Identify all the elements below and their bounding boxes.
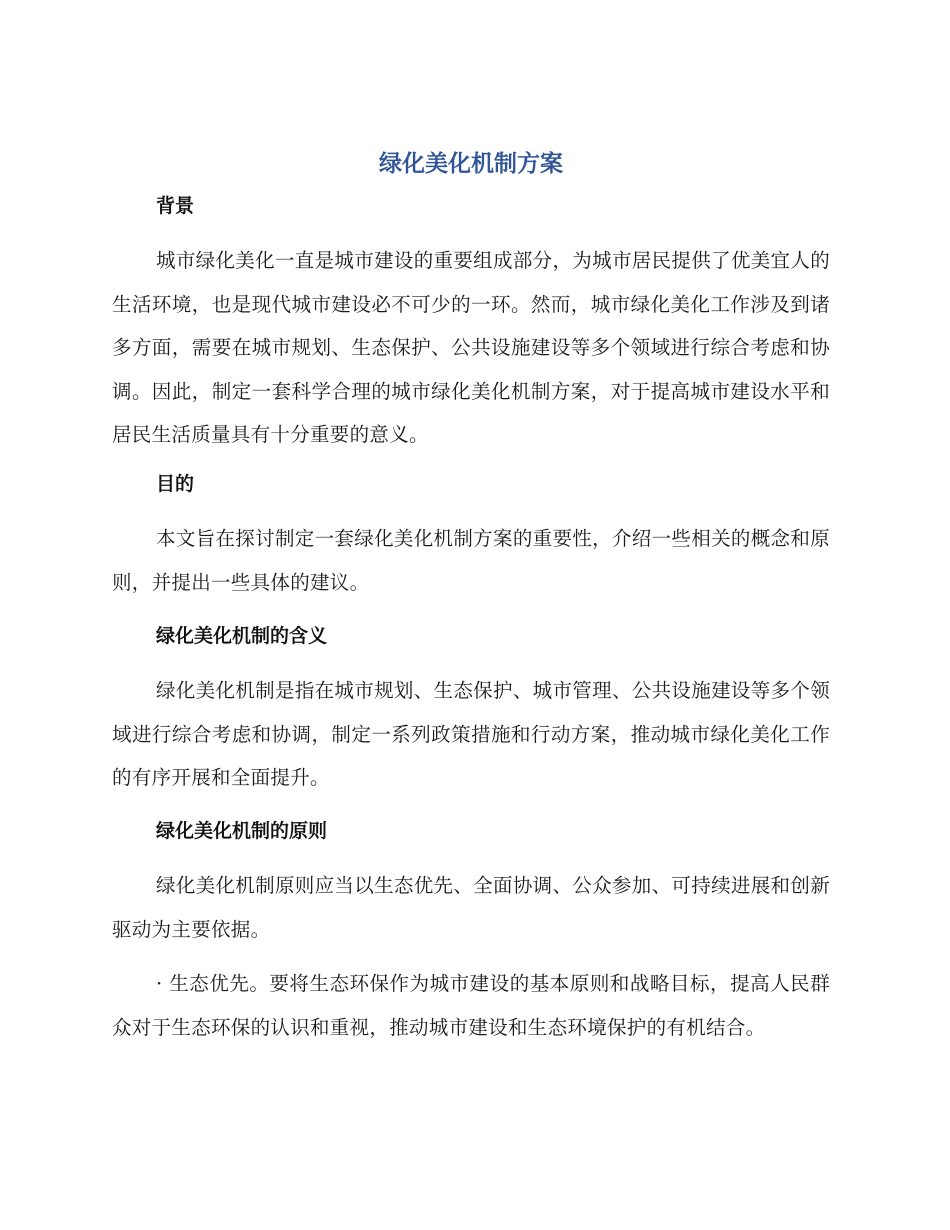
document-page — [112, 0, 830, 1230]
section-paragraph-principles: 绿化美化机制原则应当以生态优先、全面协调、公众参加、可持续进展和创新驱动为主要依据。 — [112, 874, 830, 941]
section-paragraph-background: 城市绿化美化一直是城市建设的重要组成部分，为城市居民提供了优美宜人的生活环境，也是现代城市建设必不可少的一环。然而，城市绿化美化工作涉及到诸多方面，需要在城市规划、生态保护、公共设施建设等多个领域进行综合考虑和协调。因此，制定一套科学合理的城市绿化美化机制方案，对于提高城市建设水平和居民生活质量具有十分重要的意义。 — [112, 249, 830, 446]
section-heading-meaning: 绿化美化机制的含义 — [156, 625, 328, 647]
document-title: 绿化美化机制方案 — [379, 151, 563, 177]
section-paragraph-meaning: 绿化美化机制是指在城市规划、生态保护、城市管理、公共设施建设等多个领域进行综合考虑和协调，制定一系列政策措施和行动方案，推动城市绿化美化工作的有序开展和全面提升。 — [112, 679, 830, 789]
section-heading-background: 背景 — [156, 195, 195, 217]
section-heading-principles: 绿化美化机制的原则 — [156, 820, 328, 842]
section-paragraph-purpose: 本文旨在探讨制定一套绿化美化机制方案的重要性，介绍一些相关的概念和原则，并提出一些具体的建议。 — [112, 527, 830, 594]
section-heading-purpose: 目的 — [156, 473, 195, 495]
bullet-item-ecology-first: · 生态优先。要将生态环保作为城市建设的基本原则和战略目标，提高人民群众对于生态环保的认识和重视，推动城市建设和生态环境保护的有机结合。 — [112, 972, 830, 1039]
